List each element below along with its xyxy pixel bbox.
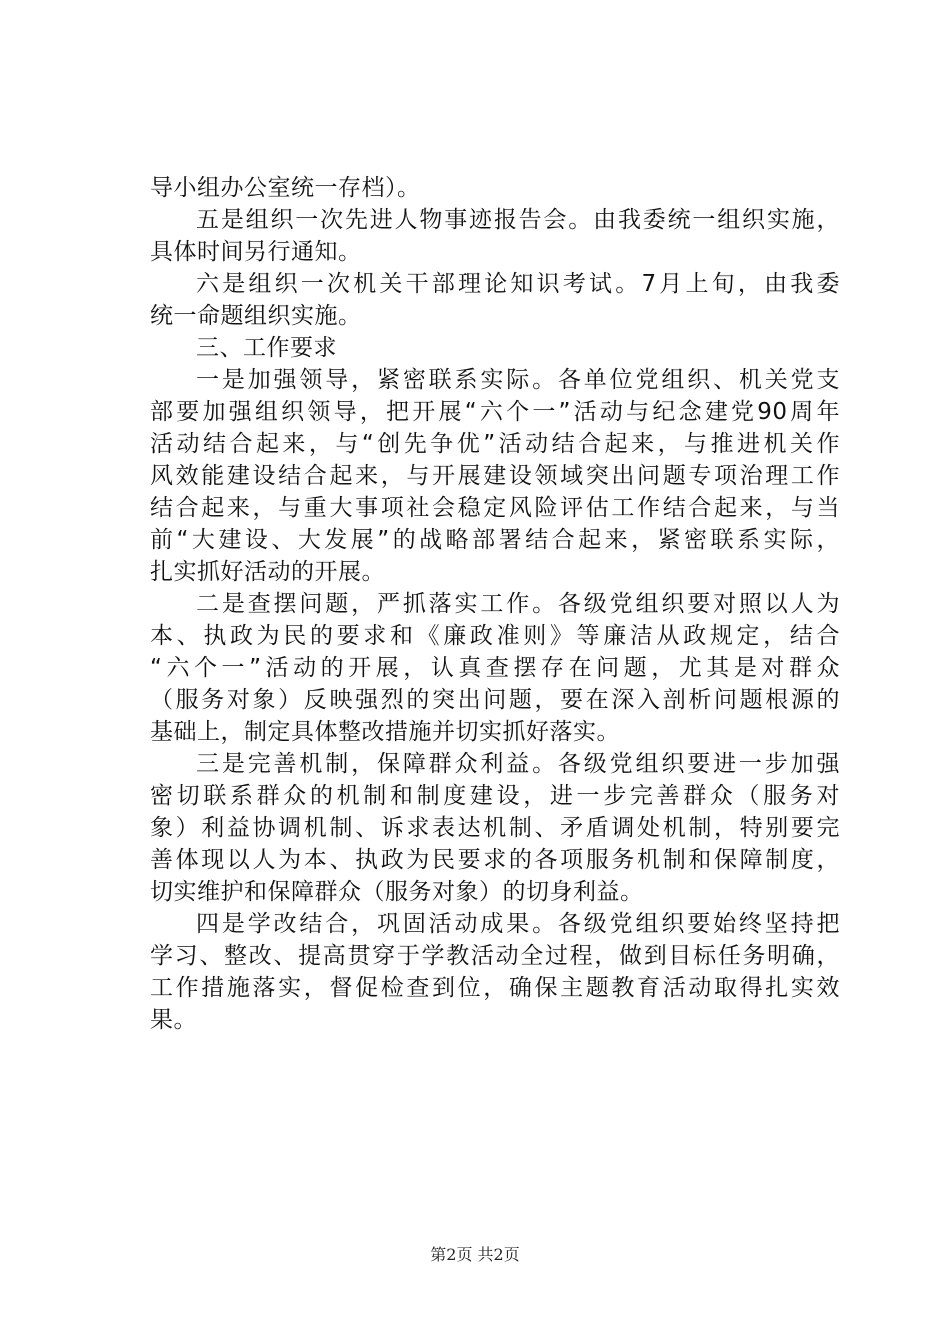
text-line: 扎实抓好活动的开展。 bbox=[150, 559, 385, 585]
text-line: 活动结合起来，与“创先争优”活动结合起来，与推进机关作 bbox=[150, 431, 840, 457]
text-line: 前“大建设、大发展”的战略部署结合起来，紧密联系实际， bbox=[150, 527, 840, 553]
text-line: 三是完善机制，保障群众利益。各级党组织要进一步加强 bbox=[196, 751, 840, 777]
section-heading-text: 三、工作要求 bbox=[196, 335, 337, 361]
text-line: 具体时间另行通知。 bbox=[150, 239, 362, 265]
text-line: 统一命题组织实施。 bbox=[150, 303, 362, 329]
text-line: 象）利益协调机制、诉求表达机制、矛盾调处机制，特别要完 bbox=[150, 815, 840, 841]
text-line: 善体现以人为本、执政为民要求的各项服务机制和保障制度， bbox=[150, 847, 840, 873]
text-line: 工作措施落实，督促检查到位，确保主题教育活动取得扎实效 bbox=[150, 975, 840, 1001]
text-line: 二是查摆问题，严抓落实工作。各级党组织要对照以人为 bbox=[196, 591, 840, 617]
paragraph-requirement-2 bbox=[150, 588, 840, 748]
text-line: 果。 bbox=[150, 1007, 197, 1033]
text-line: 六是组织一次机关干部理论知识考试。7月上旬，由我委 bbox=[196, 271, 840, 297]
text-line: 切实维护和保障群众（服务对象）的切身利益。 bbox=[150, 879, 644, 905]
paragraph-item-5 bbox=[150, 204, 840, 268]
text-line: （服务对象）反映强烈的突出问题，要在深入剖析问题根源的 bbox=[150, 687, 840, 713]
section-heading bbox=[150, 332, 840, 364]
text-line: 密切联系群众的机制和制度建设，进一步完善群众（服务对 bbox=[150, 783, 840, 809]
text-line: 一是加强领导，紧密联系实际。各单位党组织、机关党支 bbox=[196, 367, 840, 393]
text-line: 五是组织一次先进人物事迹报告会。由我委统一组织实施， bbox=[196, 207, 840, 233]
document-body bbox=[150, 172, 840, 1036]
paragraph-requirement-4 bbox=[150, 908, 840, 1036]
paragraph-requirement-3 bbox=[150, 748, 840, 908]
paragraph-continuation bbox=[150, 172, 840, 204]
text-line: 基础上，制定具体整改措施并切实抓好落实。 bbox=[150, 719, 620, 745]
text-line: 部要加强组织领导，把开展“六个一”活动与纪念建党90周年 bbox=[150, 399, 840, 425]
text-line: 风效能建设结合起来，与开展建设领域突出问题专项治理工作 bbox=[150, 463, 840, 489]
text-line: 学习、整改、提高贯穿于学教活动全过程，做到目标任务明确， bbox=[150, 943, 840, 969]
text-line: 导小组办公室统一存档）。 bbox=[150, 175, 421, 201]
page-number-footer: 第2页 共2页 bbox=[430, 1245, 520, 1264]
text-line: 四是学改结合，巩固活动成果。各级党组织要始终坚持把 bbox=[196, 911, 840, 937]
text-line: 本、执政为民的要求和《廉政准则》等廉洁从政规定，结合 bbox=[150, 623, 840, 649]
paragraph-requirement-1 bbox=[150, 364, 840, 588]
paragraph-item-6 bbox=[150, 268, 840, 332]
text-line: 结合起来，与重大事项社会稳定风险评估工作结合起来，与当 bbox=[150, 495, 840, 521]
text-line: “六个一”活动的开展，认真查摆存在问题，尤其是对群众 bbox=[150, 655, 840, 681]
